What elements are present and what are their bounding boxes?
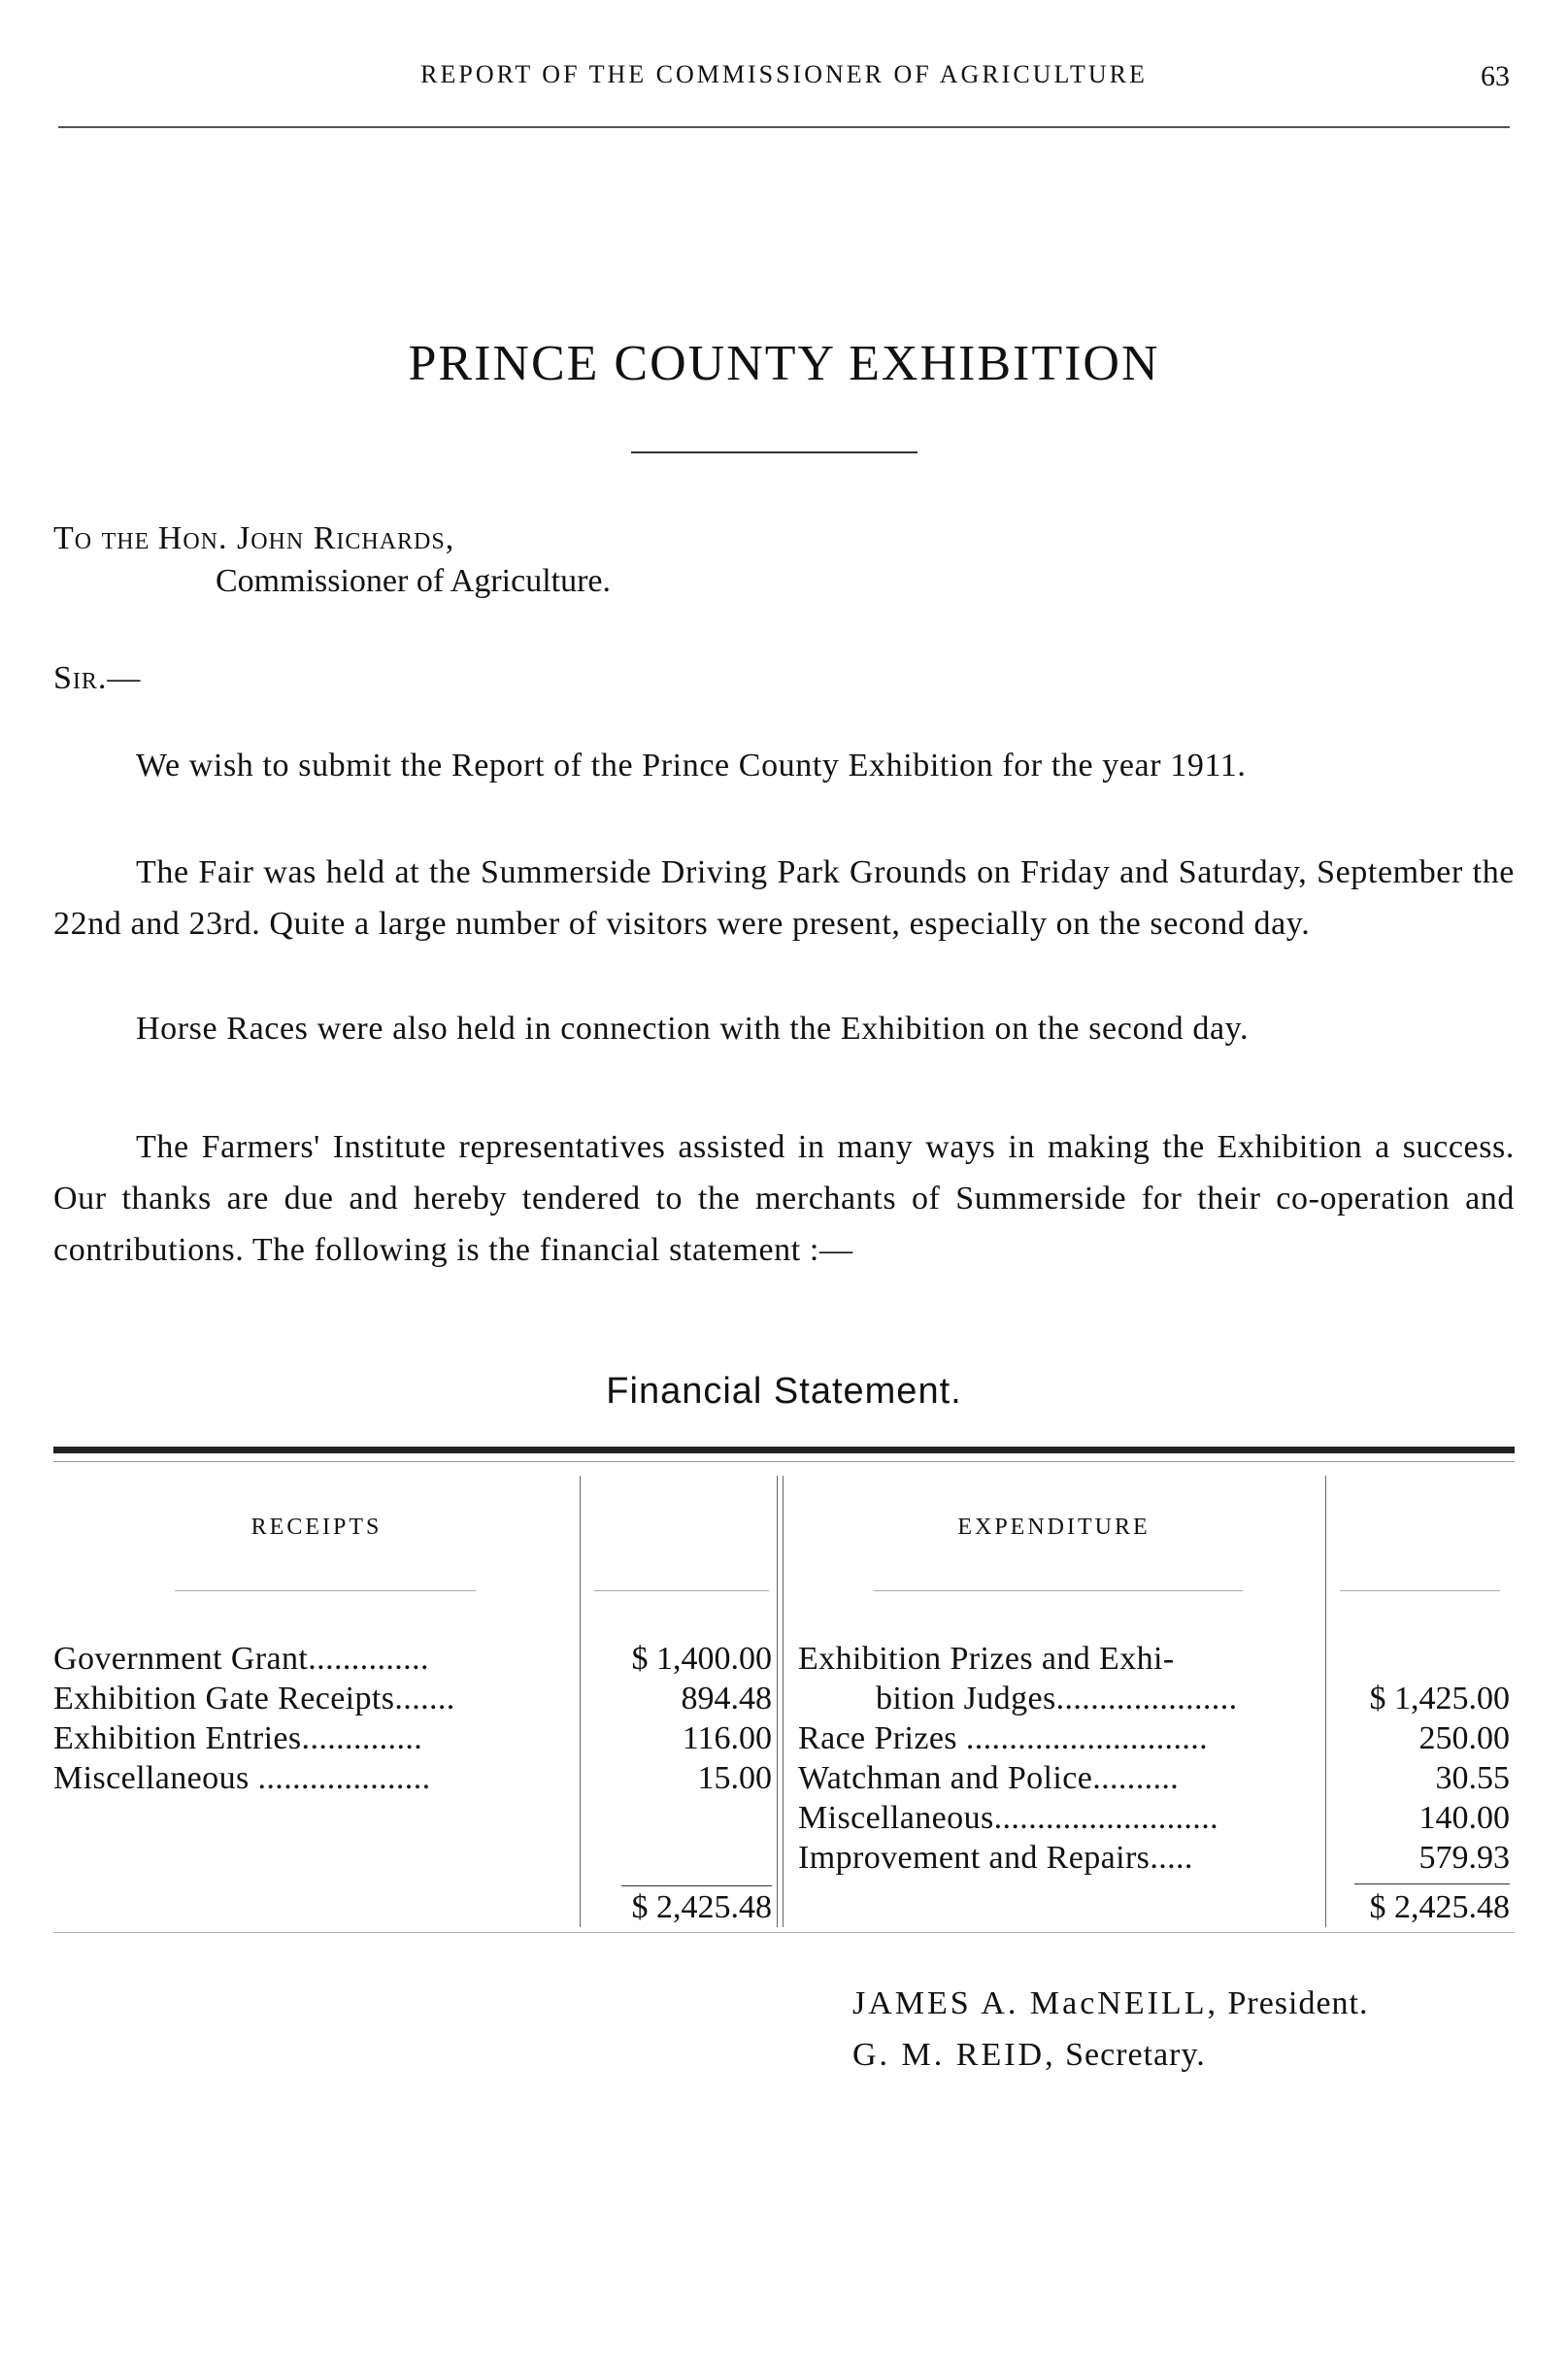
table-bottom-rule — [53, 1932, 1515, 1933]
receipt-amount: 894.48 — [681, 1681, 772, 1716]
expenditure-amount: 579.93 — [1418, 1840, 1510, 1876]
header-rule — [58, 126, 1510, 128]
header-rule-expenditure — [874, 1590, 1243, 1591]
receipt-label: Exhibition Gate Receipts....... — [53, 1681, 455, 1716]
column-divider — [783, 1476, 784, 1927]
title-rule — [631, 451, 917, 453]
receipt-label: Exhibition Entries.............. — [53, 1720, 423, 1756]
signature-secretary — [852, 2037, 1206, 2074]
receipt-amount: $ 1,400.00 — [631, 1641, 772, 1677]
signatory-title: President. — [1227, 1985, 1369, 2021]
receipt-label: Government Grant.............. — [53, 1641, 429, 1677]
signatory-name: G. M. REID, — [852, 2037, 1056, 2073]
salutation-sir: Sir.— — [53, 660, 142, 696]
expenditure-label: Exhibition Prizes and Exhi- — [798, 1641, 1175, 1677]
expenditure-amount: 250.00 — [1418, 1720, 1510, 1756]
addressee-office: Commissioner of Agriculture. — [216, 563, 612, 599]
expenditure-label: Miscellaneous.......................... — [798, 1800, 1218, 1836]
expenditure-amount: 140.00 — [1418, 1800, 1510, 1836]
expenditure-label: Improvement and Repairs..... — [798, 1840, 1193, 1876]
expenditure-sum-rule — [1354, 1883, 1510, 1884]
running-header — [58, 60, 1510, 99]
receipts-total: $ 2,425.48 — [631, 1889, 772, 1925]
receipts-header: RECEIPTS — [250, 1515, 383, 1540]
receipt-amount: 116.00 — [682, 1720, 772, 1756]
signatory-name: JAMES A. MacNEILL, — [852, 1985, 1218, 2021]
receipt-amount: 15.00 — [697, 1760, 772, 1796]
signature-president — [852, 1985, 1369, 2022]
table-top-thin-rule — [53, 1461, 1515, 1462]
paragraph-4: The Farmers' Institute representatives assisted in many ways in making the Exhibition a success. Our thanks are due and hereby tendered to the merchants of Summerside for their co-operation and contributions. The following is the financial statement :— — [53, 1129, 1515, 1268]
running-title: REPORT OF THE COMMISSIONER OF AGRICULTURE — [420, 60, 1148, 88]
receipts-sum-rule — [621, 1885, 772, 1886]
signatory-title: Secretary. — [1065, 2037, 1206, 2073]
expenditure-header: EXPENDITURE — [957, 1515, 1151, 1540]
column-divider — [1325, 1476, 1326, 1927]
column-divider — [777, 1476, 778, 1927]
expenditure-label-continued: bition Judges..................... — [876, 1681, 1238, 1716]
financial-statement-heading: Financial Statement. — [606, 1371, 962, 1412]
header-rule-receipts-amount — [594, 1590, 769, 1591]
header-rule-receipts — [175, 1590, 476, 1591]
expenditure-amount: $ 1,425.00 — [1369, 1681, 1510, 1716]
page-number: 63 — [1481, 60, 1510, 92]
expenditure-amount: 30.55 — [1435, 1760, 1510, 1796]
header-rule-expenditure-amount — [1340, 1590, 1500, 1591]
expenditure-label: Race Prizes ............................ — [798, 1720, 1209, 1756]
paragraph-3: Horse Races were also held in connection with the Exhibition on the second day. — [136, 1011, 1250, 1047]
page-title: PRINCE COUNTY EXHIBITION — [408, 336, 1160, 391]
expenditure-label: Watchman and Police.......... — [798, 1760, 1180, 1796]
paragraph-1: We wish to submit the Report of the Prince County Exhibition for the year 1911. — [136, 748, 1247, 783]
expenditure-total: $ 2,425.48 — [1369, 1889, 1510, 1925]
addressee-name: Hon. John Richards, — [157, 520, 455, 556]
addressee-line — [53, 515, 454, 563]
column-divider — [580, 1476, 581, 1927]
table-top-rule — [53, 1447, 1515, 1453]
addressee-prefix: To the — [53, 520, 150, 556]
paragraph-2: The Fair was held at the Summerside Driving Park Grounds on Friday and Saturday, September the 22nd and 23rd. Quite a large number of visitors were present, especially on the second day. — [53, 854, 1515, 942]
receipt-label: Miscellaneous .................... — [53, 1760, 431, 1796]
